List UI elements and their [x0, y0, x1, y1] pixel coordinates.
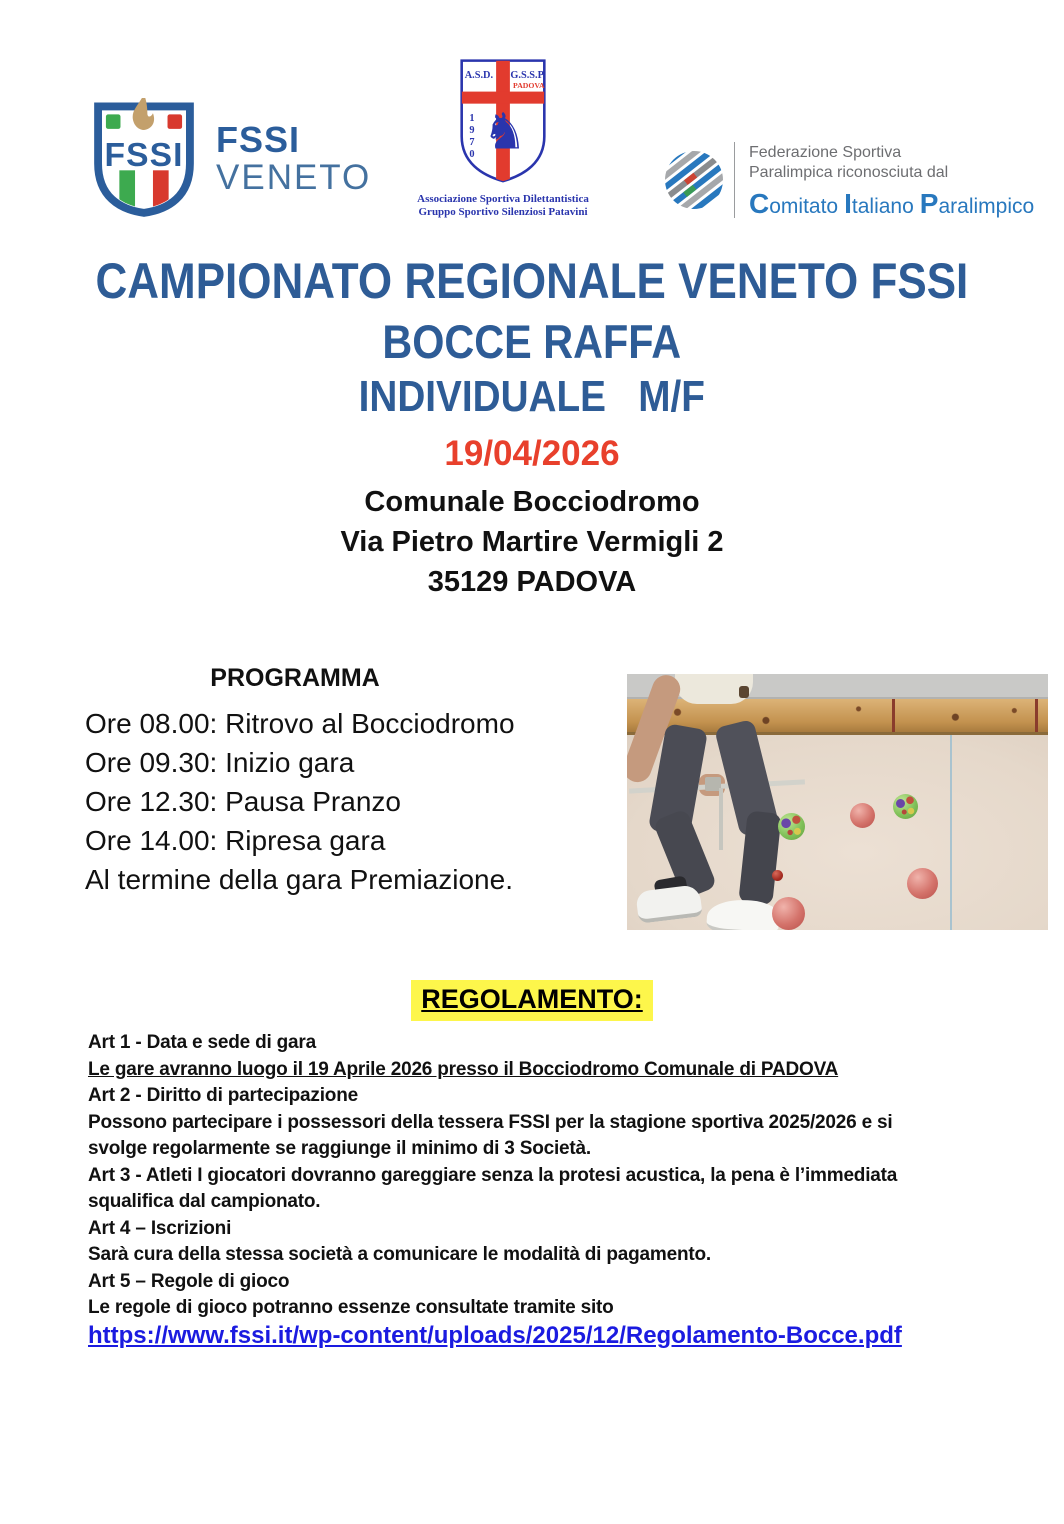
sideboard-seam — [1035, 699, 1038, 732]
measuring-caliper-rod — [719, 788, 723, 850]
fssi-veneto-logo — [88, 98, 371, 218]
program-item: Al termine della gara Premiazione. — [85, 864, 513, 895]
venue-street: Via Pietro Martire Vermigli 2 — [340, 526, 724, 558]
bocce-court-photo — [627, 674, 1048, 930]
svg-text:PADOVA: PADOVA — [513, 81, 545, 91]
event-date: 19/04/2026 — [444, 434, 620, 473]
cip-wordmark: Comitato Italiano Paralimpico — [749, 187, 1035, 219]
regulation-body — [88, 1030, 897, 1322]
red-bocce-ball — [772, 897, 805, 930]
red-bocce-ball — [850, 803, 875, 828]
fssi-wordmark-line2: VENETO — [216, 157, 372, 197]
program-item: Ore 09.30: Inizio gara — [85, 747, 355, 778]
regulation-line: Sarà cura della stessa società a comunicare le modalità di pagamento. — [88, 1244, 711, 1265]
red-bocce-ball — [907, 868, 938, 899]
fssi-shield-icon — [88, 98, 200, 218]
venue-name: Comunale Bocciodromo — [364, 486, 700, 518]
regulation-line: Art 2 - Diritto di partecipazione — [88, 1085, 358, 1106]
cip-logo — [664, 142, 1040, 218]
fssi-veneto-wordmark — [216, 118, 372, 197]
svg-text:1: 1 — [469, 112, 475, 124]
gssp-shield-icon — [451, 52, 555, 188]
regulation-line: Le gare avranno luogo il 19 Aprile 2026 presso il Bocciodromo Comunale di PADOVA — [88, 1058, 839, 1080]
fssi-wordmark-line1: FSSI — [216, 118, 301, 160]
venue-city: 35129 PADOVA — [427, 566, 637, 598]
program-heading: PROGRAMMA — [210, 664, 380, 692]
svg-text:0: 0 — [469, 149, 475, 161]
regulation-line: Art 1 - Data e sede di gara — [88, 1032, 316, 1053]
cip-divider — [734, 142, 735, 218]
green-bocce-ball — [893, 794, 918, 819]
regulation-line: Art 4 – Iscrizioni — [88, 1217, 232, 1239]
svg-text:FSSI: FSSI — [104, 136, 184, 174]
cip-globe-icon — [664, 143, 724, 217]
glass-panel-edge — [950, 735, 952, 930]
cip-line2: Paralimpica riconosciuta dal — [749, 163, 949, 181]
svg-text:G.S.S.P.: G.S.S.P. — [510, 69, 546, 81]
page-title-line1: CAMPIONATO REGIONALE VENETO FSSI — [95, 253, 969, 309]
page-title-line3: INDIVIDUALE M/F — [358, 372, 706, 421]
gssp-caption-line2: Gruppo Sportivo Silenziosi Patavini — [418, 206, 588, 218]
regulation-line: squalifica dal campionato. — [88, 1191, 321, 1212]
green-bocce-ball — [778, 813, 805, 840]
regulation-line: Art 5 – Regole di gioco — [88, 1270, 290, 1292]
regulation-line: Possono partecipare i possessori della tessera FSSI per la stagione sportiva 2025/2026 e si — [88, 1111, 893, 1133]
venue-address — [0, 482, 1064, 602]
regulation-line: Le regole di gioco potranno essenze consultate tramite sito — [88, 1297, 614, 1318]
program-item: Ore 14.00: Ripresa gara — [85, 825, 386, 856]
gssp-padova-logo — [405, 52, 601, 219]
cip-line1: Federazione Sportiva — [749, 143, 902, 161]
regulation-link[interactable]: https://www.fssi.it/wp-content/uploads/2025/12/Regolamento-Bocce.pdf — [88, 1322, 902, 1349]
program-item: Ore 08.00: Ritrovo al Bocciodromo — [85, 708, 515, 739]
wristwatch — [739, 686, 749, 698]
program-list — [85, 704, 515, 899]
svg-text:9: 9 — [469, 124, 475, 136]
regulation-line: svolge regolarmente se raggiunge il minimo di 3 Società. — [88, 1138, 591, 1159]
svg-text:7: 7 — [469, 136, 475, 148]
svg-text:A.S.D.: A.S.D. — [464, 69, 494, 81]
jack-ball — [772, 870, 783, 881]
sideboard-seam — [892, 699, 895, 732]
regulation-heading: REGOLAMENTO: — [411, 980, 653, 1021]
program-item: Ore 12.30: Pausa Pranzo — [85, 786, 401, 817]
page-title-line2: BOCCE RAFFA — [382, 315, 682, 368]
gssp-caption-line1: Associazione Sportiva Dilettantistica — [417, 193, 589, 205]
regulation-line: Art 3 - Atleti I giocatori dovranno gareggiare senza la protesi acustica, la pena è l’immediata — [88, 1164, 898, 1186]
knight-icon: ♞ — [482, 102, 528, 161]
